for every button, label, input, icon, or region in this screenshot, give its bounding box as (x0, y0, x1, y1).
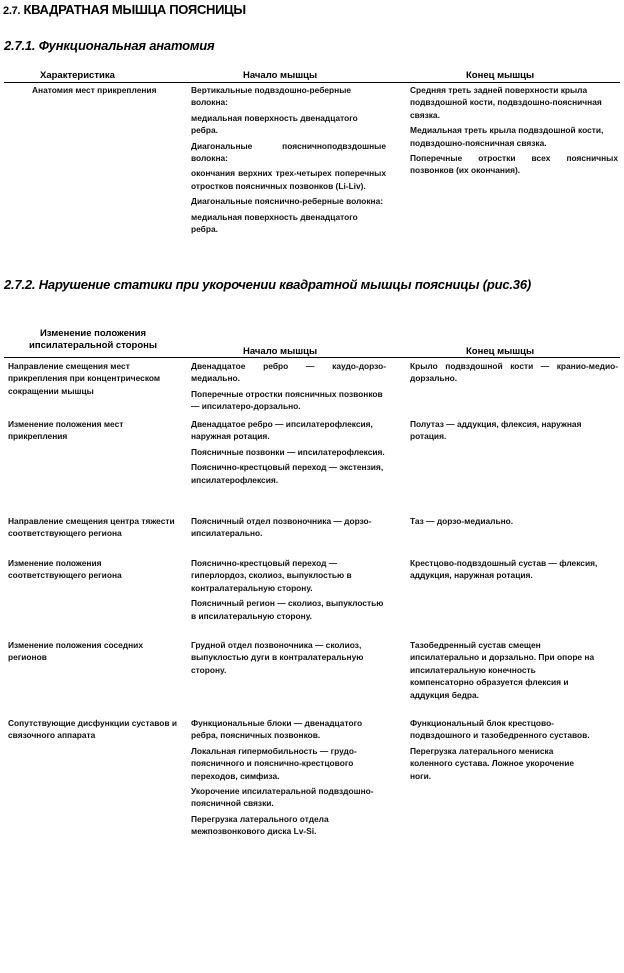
s1-start-line: Вертикальные подвздошно-реберные волокна: (191, 85, 352, 108)
s1-row-start (191, 84, 386, 238)
s2-row-end (410, 639, 595, 704)
s2-start-line: Укорочение ипсилатеральной подвздошно-поясничной связки. (191, 786, 374, 809)
s1-header-rule (4, 82, 620, 83)
s2-row-start (191, 717, 391, 841)
s1-end-line: Медиальная треть крыла подвздошной кости, подвздошно-поясничная связка. (410, 125, 604, 148)
s1-end-line: Поперечные отростки всех поясничных позвонков (их окончания). (410, 153, 618, 176)
s2-col-change: Изменение положения ипсилатеральной стороны (28, 328, 157, 351)
s2-start-line: Грудной отдел позвоночника — сколиоз, выпуклостью дуги в контралатеральную сторону. (191, 640, 364, 675)
s2-start-line: Функциональные блоки — двенадцатого ребра, поясничных позвонков. (191, 718, 363, 741)
s2-start-line: Поясничные позвонки — ипсилатерофлексия. (191, 446, 385, 457)
s1-start-line: окончания верхних трех-четырех поперечных отростков поясничных позвонков (Li-Liv). (191, 168, 386, 191)
s2-col-end: Конец мышцы (466, 346, 535, 357)
s1-start-line: медиальная поверхность двенадцатого ребра. (191, 211, 358, 235)
s2-start-line: Пояснично-крестцовый переход — экстензия, ипсилатерофлексия. (191, 462, 384, 485)
s2-start-line: Поясничный регион — сколиоз, выпуклостью в ипсилатеральную сторону. (191, 598, 384, 621)
s1-start-line: Диагональные пояснично-реберные волокна: (191, 196, 384, 207)
s2-start-line: Поперечные отростки поясничных позвонков — ипсилатеро-дорзально. (191, 388, 383, 412)
s2-row-start (191, 557, 386, 625)
section1-heading: 2.7.1. Функциональная анатомия (4, 38, 215, 53)
page-title-number: 2.7. (3, 5, 21, 17)
s2-row-label: Изменение положения соответствующего региона (8, 558, 122, 581)
s2-row-start (191, 639, 381, 679)
s1-col-characteristic: Характеристика (40, 70, 115, 81)
s1-start-line: Диагональные поясничноподвздошные волокна: (191, 140, 386, 164)
s2-row-end (410, 557, 600, 585)
s1-start-line: медиальная поверхность двенадцатого ребра. (191, 112, 358, 136)
s2-end-line: Перегрузка латерального мениска коленного сустава. Ложное укорочение ноги. (410, 745, 575, 781)
s2-row-end (410, 717, 595, 785)
page-title-text: КВАДРАТНАЯ МЫШЦА ПОЯСНИЦЫ (23, 2, 246, 17)
s2-end-line: Функциональный блок крестцово-подвздошного и тазобедренного суставов. (410, 718, 590, 741)
s1-col-start: Начало мышцы (243, 70, 318, 81)
s2-start-line: Перегрузка латерального отдела межпозвонкового диска Lv-Si. (191, 813, 329, 837)
s2-end-line: Крестцово-подвздошный сустав — флексия, аддукция, наружная ротация. (410, 558, 598, 581)
s2-start-line: Локальная гипермобильность — грудо-поясничного и пояснично-крестцового переходов, симфиза. (191, 745, 357, 781)
s2-row-label: Направление смещения центра тяжести соответствующего региона (8, 516, 175, 539)
s2-start-line: Пояснично-крестцовый переход — гиперлордоз, сколиоз, выпуклостью в контралатеральную сторону. (191, 558, 352, 593)
s1-end-line: Средняя треть задней поверхности крыла подвздошной кости, подвздошно-поясничная связка. (410, 85, 602, 120)
s1-row-end (410, 84, 618, 180)
s2-header-rule (4, 357, 620, 358)
s2-row-start (191, 515, 381, 543)
s2-end-line: Крыло подвздошной кости — кранио-медио-дорзально. (410, 361, 618, 384)
s2-row-end (410, 418, 585, 446)
s1-row-label: Анатомия мест прикрепления (32, 85, 157, 95)
s2-row-label: Изменение положения мест прикрепления (8, 419, 124, 442)
s2-row-end (410, 360, 618, 388)
s2-row-label: Сопутствующие дисфункции суставов и связочного аппарата (8, 718, 178, 741)
s2-row-start (191, 360, 386, 416)
s2-row-start (191, 418, 386, 489)
s2-start-line: Поясничный отдел позвоночника — дорзо-ипсилатерально. (191, 516, 372, 539)
s2-row-end (410, 515, 618, 530)
s2-col-start: Начало мышцы (243, 346, 318, 357)
s2-row-label: Изменение положения соседних регионов (8, 640, 143, 663)
s2-end-line: Таз — дорзо-медиально. (410, 516, 514, 526)
s2-row-label: Направление смещения мест прикрепления при концентрическом сокращении мышцы (8, 361, 161, 396)
s2-start-line: Двенадцатое ребро — каудо-дорзо-медиально. (191, 361, 386, 384)
s1-col-end: Конец мышцы (466, 70, 535, 81)
section2-heading: 2.7.2. Нарушение статики при укорочении квадратной мышцы поясницы (рис.36) (4, 277, 531, 292)
s2-end-line: Полутаз — аддукция, флексия, наружная ротация. (410, 419, 582, 442)
s2-end-line: Тазобедренный сустав смещен ипсилатерально и дорзально. При опоре на ипсилатеральную конечность компенсаторно образуется флексия и аддукция бедра. (410, 640, 595, 700)
s2-start-line: Двенадцатое ребро — ипсилатерофлексия, наружная ротация. (191, 419, 373, 442)
page-title (3, 2, 246, 17)
